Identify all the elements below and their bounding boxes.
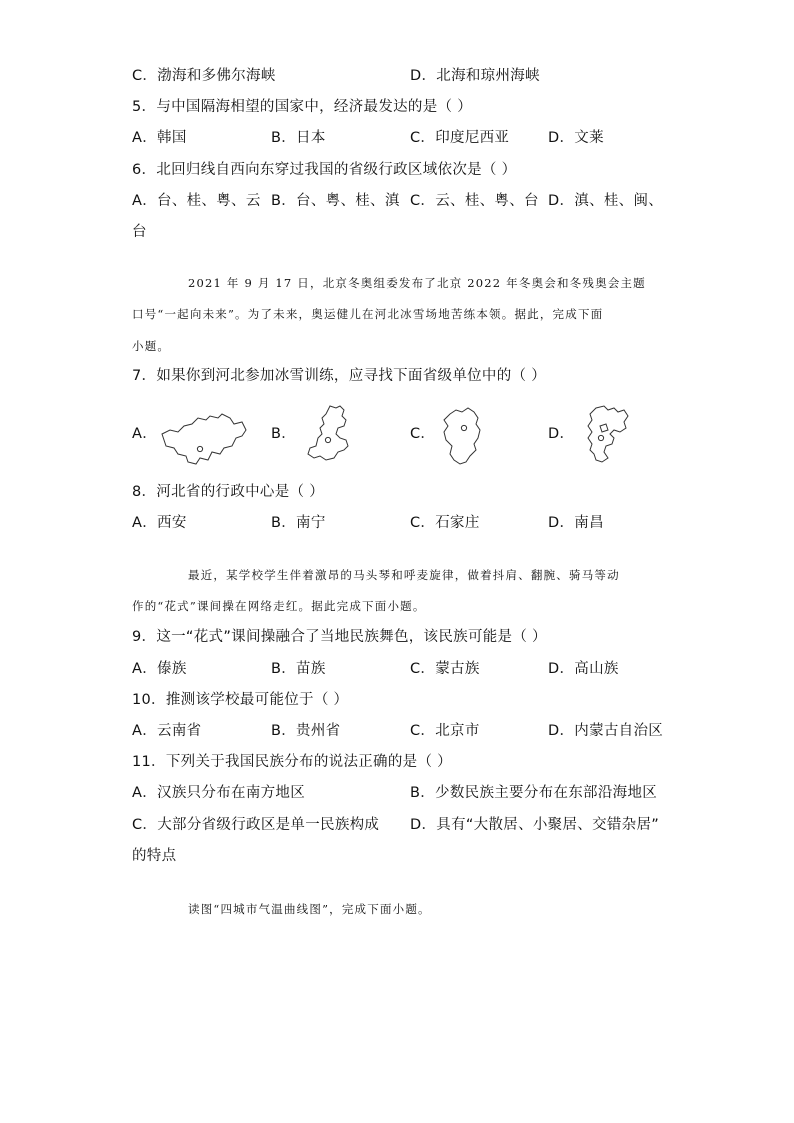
q6-option-c: C．云、桂、粤、台 <box>410 193 539 209</box>
province-outline-a-icon <box>158 412 250 468</box>
q11-stem: 11．下列关于我国民族分布的说法正确的是（ ） <box>132 754 452 770</box>
q8-option-a: A．西安 <box>132 515 187 531</box>
q10-option-c: C．北京市 <box>410 723 480 739</box>
q10-option-d: D．内蒙古自治区 <box>548 723 664 739</box>
q6-option-b: B．台、粤、桂、滇 <box>271 193 400 209</box>
q5-option-c: C．印度尼西亚 <box>410 130 510 146</box>
q10-option-b: B．贵州省 <box>271 723 341 739</box>
q9-option-a: A．傣族 <box>132 661 187 677</box>
q5-option-d: D．文莱 <box>548 130 604 146</box>
passage2-line1: 最近，某学校学生伴着激昂的马头琴和呼麦旋律，做着抖肩、翻腕、骑马等动 <box>188 568 620 582</box>
q7-option-b: B． <box>271 426 297 442</box>
q11-option-d: D．具有“大散居、小聚居、交错杂居” <box>410 817 660 833</box>
q9-option-d: D．高山族 <box>548 661 619 677</box>
province-outline-c-icon <box>440 406 484 466</box>
q5-stem: 5．与中国隔海相望的国家中，经济最发达的是（ ） <box>132 99 473 115</box>
q10-stem: 10．推测该学校最可能位于（ ） <box>132 692 349 708</box>
q9-option-c: C．蒙古族 <box>410 661 480 677</box>
q6-option-d: D．滇、桂、闽、 <box>548 193 664 209</box>
q8-option-c: C．石家庄 <box>410 515 480 531</box>
passage1-line2: 口号“一起向未来”。为了未来，奥运健儿在河北冰雪场地苦练本领。据此，完成下面 <box>132 307 604 321</box>
passage1-line3: 小题。 <box>132 339 171 353</box>
province-outline-d-icon <box>584 404 630 466</box>
q7-option-d: D． <box>548 426 575 442</box>
province-outline-b-icon <box>306 404 352 464</box>
passage2-line2: 作的“花式”课间操在网络走红。据此完成下面小题。 <box>132 599 426 613</box>
q11-option-d-continued: 的特点 <box>132 848 177 864</box>
q9-option-b: B．苗族 <box>271 661 326 677</box>
q11-option-b: B．少数民族主要分布在东部沿海地区 <box>410 785 658 801</box>
q7-stem: 7．如果你到河北参加冰雪训练，应寻找下面省级单位中的（ ） <box>132 368 547 384</box>
q9-stem: 9．这一“花式”课间操融合了当地民族舞色，该民族可能是（ ） <box>132 629 547 645</box>
q4-option-d: D．北海和琼州海峡 <box>410 68 540 84</box>
q8-option-b: B．南宁 <box>271 515 326 531</box>
q8-option-d: D．南昌 <box>548 515 604 531</box>
q5-option-a: A．韩国 <box>132 130 187 146</box>
passage3-line1: 读图“四城市气温曲线图”，完成下面小题。 <box>188 902 431 916</box>
q7-option-c: C． <box>410 426 436 442</box>
q10-option-a: A．云南省 <box>132 723 202 739</box>
q11-option-a: A．汉族只分布在南方地区 <box>132 785 306 801</box>
q6-option-d-continued: 台 <box>132 224 147 240</box>
passage1-line1: 2021 年 9 月 17 日，北京冬奥组委发布了北京 2022 年冬奥会和冬残奥会主题 <box>188 276 646 290</box>
q5-option-b: B．日本 <box>271 130 326 146</box>
q6-option-a: A．台、桂、粤、云 <box>132 193 261 209</box>
q8-stem: 8．河北省的行政中心是（ ） <box>132 484 325 500</box>
q7-option-a: A． <box>132 426 158 442</box>
q11-option-c: C．大部分省级行政区是单一民族构成 <box>132 817 380 833</box>
q4-option-c: C．渤海和多佛尔海峡 <box>132 68 276 84</box>
q6-stem: 6．北回归线自西向东穿过我国的省级行政区域依次是（ ） <box>132 162 517 178</box>
